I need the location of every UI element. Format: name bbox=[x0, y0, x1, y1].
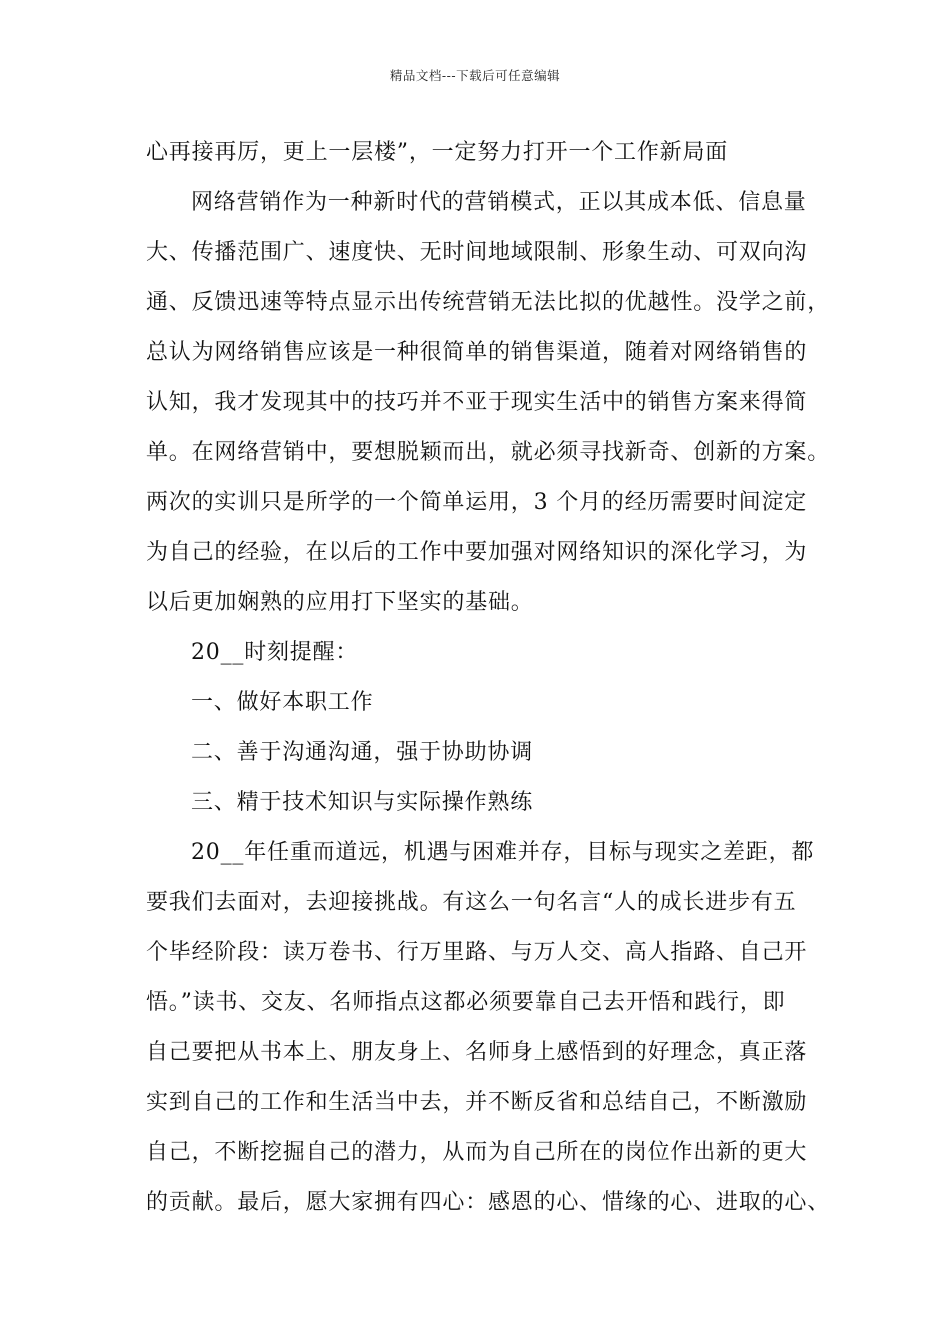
paragraph-start-line: 网络营销作为一种新时代的营销模式，正以其成本低、信息量 bbox=[191, 190, 807, 215]
text-line: 大、传播范围广、速度快、无时间地域限制、形象生动、可双向沟 bbox=[146, 240, 808, 265]
text-line: 心再接再厉，更上一层楼”，一定努力打开一个工作新局面 bbox=[146, 140, 729, 165]
document-body bbox=[146, 128, 831, 1228]
text-line: 实到自己的工作和生活当中去，并不断反省和总结自己，不断激励 bbox=[146, 1090, 808, 1115]
text-line: 以后更加娴熟的应用打下坚实的基础。 bbox=[146, 590, 534, 615]
paragraph-start-line: 20__年任重而道远，机遇与困难并存，目标与现实之差距，都 bbox=[191, 840, 815, 865]
text-line: 个毕经阶段：读万卷书、行万里路、与万人交、高人指路、自己开 bbox=[146, 940, 808, 965]
text-line: 要我们去面对，去迎接挑战。有这么一句名言“人的成长进步有五 bbox=[146, 890, 797, 915]
text-line: 悟。”读书、交友、名师指点这都必须要靠自己去开悟和践行，即 bbox=[146, 990, 786, 1015]
text-line: 总认为网络销售应该是一种很简单的销售渠道，随着对网络销售的 bbox=[146, 340, 808, 365]
text-line: 为自己的经验，在以后的工作中要加强对网络知识的深化学习，为 bbox=[146, 540, 808, 565]
reminder-heading: 20__时刻提醒： bbox=[191, 640, 359, 665]
text-line: 通、反馈迅速等特点显示出传统营销无法比拟的优越性。没学之前， bbox=[146, 290, 831, 315]
text-line: 自己要把从书本上、朋友身上、名师身上感悟到的好理念，真正落 bbox=[146, 1040, 808, 1065]
text-line: 单。在网络营销中，要想脱颖而出，就必须寻找新奇、创新的方案。 bbox=[146, 440, 831, 465]
reminder-item-3: 三、精于技术知识与实际操作熟练 bbox=[191, 790, 534, 815]
reminder-item-1: 一、做好本职工作 bbox=[191, 690, 374, 715]
text-line: 的贡献。最后，愿大家拥有四心：感恩的心、惜缘的心、进取的心、 bbox=[146, 1190, 831, 1215]
text-line: 两次的实训只是所学的一个简单运用，3 个月的经历需要时间淀定 bbox=[146, 490, 807, 515]
text-line: 自己，不断挖掘自己的潜力，从而为自己所在的岗位作出新的更大 bbox=[146, 1140, 808, 1165]
page-header: 精品文档---下载后可任意编辑 bbox=[389, 68, 561, 83]
text-line: 认知，我才发现其中的技巧并不亚于现实生活中的销售方案来得简 bbox=[146, 390, 808, 415]
reminder-item-2: 二、善于沟通沟通，强于协助协调 bbox=[191, 740, 534, 765]
